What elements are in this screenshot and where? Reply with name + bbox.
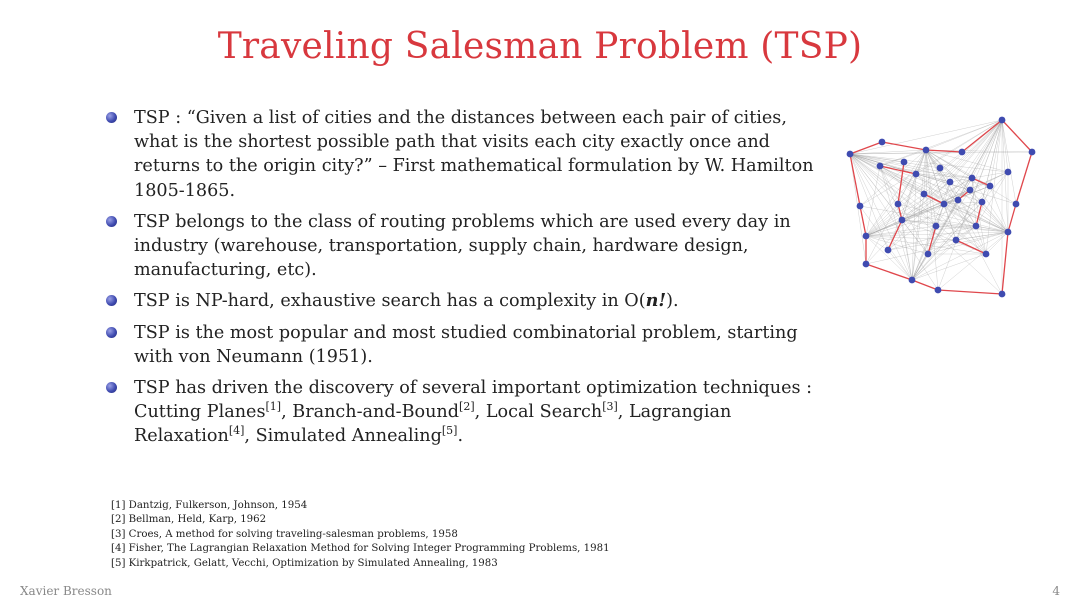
- city-node: [1005, 229, 1012, 236]
- reference-item: [4] Fisher, The Lagrangian Relaxation Method for Solving Integer Programming Problems, 1981: [111, 543, 610, 555]
- city-node: [955, 197, 962, 204]
- technique-sep: ,: [617, 402, 629, 423]
- bullet-dot-icon: [106, 112, 117, 123]
- tour-edge: [938, 290, 1002, 294]
- technique-sep: ,: [281, 402, 293, 423]
- graph-edge: [902, 220, 936, 226]
- technique-name: Cutting Planes: [134, 402, 266, 423]
- city-node: [899, 217, 906, 224]
- city-node: [937, 165, 944, 172]
- city-node: [935, 287, 942, 294]
- city-node: [969, 175, 976, 182]
- city-node: [999, 291, 1006, 298]
- bullet-item: [104, 210, 814, 283]
- citation-ref: [5]: [441, 424, 458, 438]
- city-node: [925, 251, 932, 258]
- graph-edge: [912, 182, 950, 280]
- reference-item: [3] Croes, A method for solving traveling-salesman problems, 1958: [111, 528, 458, 540]
- reference-item: [5] Kirkpatrick, Gelatt, Vecchi, Optimization by Simulated Annealing, 1983: [111, 557, 498, 569]
- complexity-math: n!: [645, 290, 667, 312]
- citation-ref: [2]: [459, 400, 475, 414]
- bullet-text: TSP : “Given a list of cities and the distances between each pair of cities, what is the shortest possible path that visits each city exactly once and returns to the origin city?” – First mathematical formulation by W. Hamilton 1805-1865.: [134, 108, 814, 201]
- city-node: [913, 171, 920, 178]
- bullet-item: [104, 289, 814, 313]
- references: [111, 499, 610, 571]
- citation-ref: [1]: [265, 400, 282, 414]
- city-node: [979, 199, 986, 206]
- graph-edge: [880, 166, 944, 204]
- bullet-list: [104, 106, 814, 456]
- city-node: [987, 183, 994, 190]
- city-node: [947, 179, 954, 186]
- graph-edge: [866, 236, 888, 250]
- city-node: [857, 203, 864, 210]
- bullet-item: [104, 321, 814, 369]
- city-node: [909, 277, 916, 284]
- tour-edge: [912, 280, 938, 290]
- graph-edge: [1002, 120, 1008, 172]
- technique-name: Branch-and-Bound: [292, 402, 460, 423]
- graph-edge: [860, 206, 912, 280]
- technique-name: Local Search: [485, 402, 603, 423]
- city-node: [923, 147, 930, 154]
- tsp-graph-figure: [840, 108, 1046, 304]
- technique-name: Lagrangian Relaxation: [134, 402, 732, 447]
- page-number: 4: [1052, 584, 1060, 598]
- bullet-dot-icon: [106, 295, 117, 306]
- bullet-dot-icon: [106, 327, 117, 338]
- city-node: [953, 237, 960, 244]
- graph-edge: [972, 178, 976, 226]
- bullet-item: [104, 106, 814, 203]
- tour-edge: [1016, 152, 1032, 204]
- city-node: [847, 151, 854, 158]
- city-node: [967, 187, 974, 194]
- city-node: [941, 201, 948, 208]
- city-node: [901, 159, 908, 166]
- citation-ref: [3]: [602, 400, 618, 414]
- technique-sep: ,: [474, 402, 486, 423]
- city-node: [879, 139, 886, 146]
- bullet-text: TSP has driven the discovery of several important optimization techniques :: [134, 378, 813, 399]
- reference-item: [2] Bellman, Held, Karp, 1962: [111, 514, 267, 526]
- city-node: [1005, 169, 1012, 176]
- city-node: [973, 223, 980, 230]
- graph-edge: [982, 202, 1008, 232]
- citation-ref: [4]: [228, 424, 245, 438]
- bullet-text: ).: [666, 291, 679, 312]
- city-node: [863, 233, 870, 240]
- bullet-dot-icon: [106, 216, 117, 227]
- technique-sep: ,: [244, 426, 256, 447]
- reference-item: [1] Dantzig, Fulkerson, Johnson, 1954: [111, 500, 308, 511]
- bullet-text: TSP is NP-hard, exhaustive search has a complexity in O(: [134, 291, 646, 312]
- city-node: [885, 247, 892, 254]
- tour-edge: [1008, 204, 1016, 232]
- city-node: [959, 149, 966, 156]
- city-node: [863, 261, 870, 268]
- city-node: [983, 251, 990, 258]
- tour-edge: [882, 142, 926, 150]
- city-node: [1029, 149, 1036, 156]
- graph-edge: [916, 120, 1002, 174]
- technique-sep: .: [457, 426, 464, 447]
- city-node: [895, 201, 902, 208]
- graph-edge: [986, 232, 1008, 254]
- graph-edge: [972, 172, 1008, 178]
- city-node: [933, 223, 940, 230]
- technique-name: Simulated Annealing: [255, 426, 442, 447]
- city-node: [1013, 201, 1020, 208]
- city-node: [877, 163, 884, 170]
- bullet-text: TSP belongs to the class of routing problems which are used every day in industry (warehouse, transportation, supply chain, hardware design, manufacturing, etc).: [134, 211, 791, 281]
- slide-title: Traveling Salesman Problem (TSP): [217, 26, 863, 67]
- bullet-dot-icon: [106, 382, 117, 393]
- city-node: [921, 191, 928, 198]
- tour-edge: [1002, 232, 1008, 294]
- city-node: [999, 117, 1006, 124]
- bullet-text: TSP is the most popular and most studied combinatorial problem, starting with von Neumann (1951).: [134, 322, 798, 367]
- footer-author: Xavier Bresson: [20, 584, 112, 598]
- bullet-item: [104, 376, 814, 449]
